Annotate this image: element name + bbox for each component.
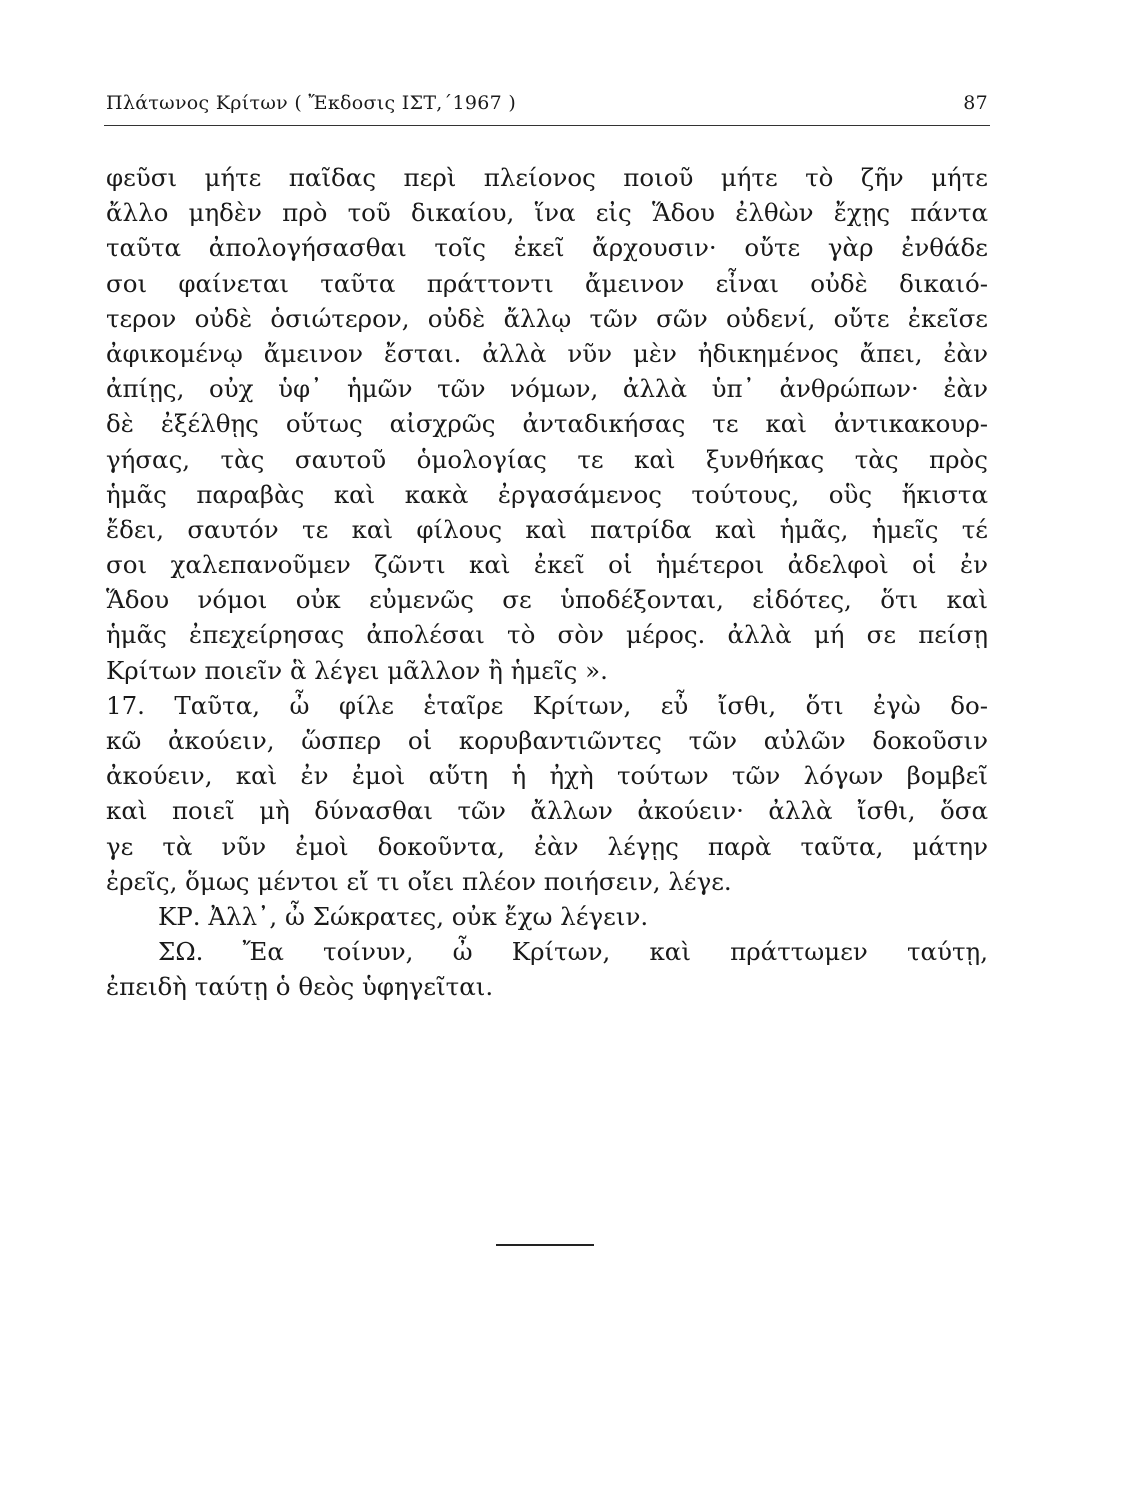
text-body	[106, 160, 988, 1005]
text-line: ταῦτα ἀπολογήσασθαι τοῖς ἐκεῖ ἄρχουσιν· οὔτε γὰρ ἐνθάδε	[106, 233, 988, 263]
text-line: ἄλλο μηδὲν πρὸ τοῦ δικαίου, ἵνα εἰς Ἅδου ἐλθὼν ἔχῃς πάντα	[106, 198, 988, 228]
text-line: ἡμᾶς παραβὰς καὶ κακὰ ἐργασάμενος τούτους, οὓς ἥκιστα	[106, 479, 988, 509]
running-header	[106, 88, 988, 118]
text-line: ἐπειδὴ ταύτῃ ὁ θεὸς ὑφηγεῖται.	[106, 972, 494, 1002]
text-line: Κρίτων ποιεῖν ἃ λέγει μᾶλλον ἢ ἡμεῖς ».	[106, 655, 608, 685]
text-line: σοι φαίνεται ταῦτα πράττοντι ἄμεινον εἶναι οὐδὲ δικαιό-	[106, 268, 988, 298]
section-17-first-line: 17. Ταῦτα, ὦ φίλε ἑταῖρε Κρίτων, εὖ ἴσθι, ὅτι ἐγὼ δο-	[106, 690, 988, 720]
text-line: κῶ ἀκούειν, ὥσπερ οἱ κορυβαντιῶντες τῶν αὐλῶν δοκοῦσιν	[106, 726, 988, 755]
dialogue-socrates: ΣΩ. Ἔα τοίνυν, ὦ Κρίτων, καὶ πράττωμεν ταύτῃ,	[158, 937, 988, 967]
text-line: δὲ ἐξέλθῃς οὕτως αἰσχρῶς ἀνταδικήσας τε καὶ ἀντικακουρ-	[106, 409, 988, 439]
text-line: ἀκούειν, καὶ ἐν ἐμοὶ αὕτη ἡ ἠχὴ τούτων τῶν λόγων βομβεῖ	[106, 761, 988, 791]
header-title: Πλάτωνος Κρίτων ( Ἔκδοσις ΙΣΤ,΄1967 )	[106, 92, 517, 114]
text-line: Ἅδου νόμοι οὐκ εὐμενῶς σε ὑποδέξονται, εἰδότες, ὅτι καὶ	[106, 585, 988, 615]
text-line: ἀφικομένῳ ἄμεινον ἔσται. ἀλλὰ νῦν μὲν ἠδικημένος ἄπει, ἐὰν	[106, 338, 988, 368]
page-number: 87	[963, 92, 988, 114]
text-line: τερον οὐδὲ ὁσιώτερον, οὐδὲ ἄλλῳ τῶν σῶν οὐδενί, οὔτε ἐκεῖσε	[106, 303, 988, 333]
text-line: ἔδει, σαυτόν τε καὶ φίλους καὶ πατρίδα καὶ ἡμᾶς, ἡμεῖς τέ	[106, 514, 988, 544]
text-line: ἀπίῃς, οὐχ ὑφ᾽ ἡμῶν τῶν νόμων, ἀλλὰ ὑπ᾽ ἀνθρώπων· ἐὰν	[106, 374, 988, 404]
end-rule	[496, 1244, 594, 1246]
text-line: καὶ ποιεῖ μὴ δύνασθαι τῶν ἄλλων ἀκούειν· ἀλλὰ ἴσθι, ὅσα	[106, 796, 988, 826]
text-line: φεῦσι μήτε παῖδας περὶ πλείονος ποιοῦ μήτε τὸ ζῆν μήτε	[106, 163, 988, 192]
text-line: γήσας, τὰς σαυτοῦ ὁμολογίας τε καὶ ξυνθήκας τὰς πρὸς	[106, 444, 988, 474]
text-line: ἐρεῖς, ὅμως μέντοι εἴ τι οἴει πλέον ποιήσειν, λέγε.	[106, 866, 732, 896]
text-line: γε τὰ νῦν ἐμοὶ δοκοῦντα, ἐὰν λέγῃς παρὰ ταῦτα, μάτην	[106, 831, 988, 861]
text-line: σοι χαλεπανοῦμεν ζῶντι καὶ ἐκεῖ οἱ ἡμέτεροι ἀδελφοὶ οἱ ἐν	[106, 550, 988, 580]
header-rule	[104, 125, 990, 126]
dialogue-crito: ΚΡ. Ἀλλ᾽, ὦ Σώκρατες, οὐκ ἔχω λέγειν.	[158, 901, 649, 931]
text-line: ἡμᾶς ἐπεχείρησας ἀπολέσαι τὸ σὸν μέρος. ἀλλὰ μή σε πείσῃ	[106, 620, 988, 650]
